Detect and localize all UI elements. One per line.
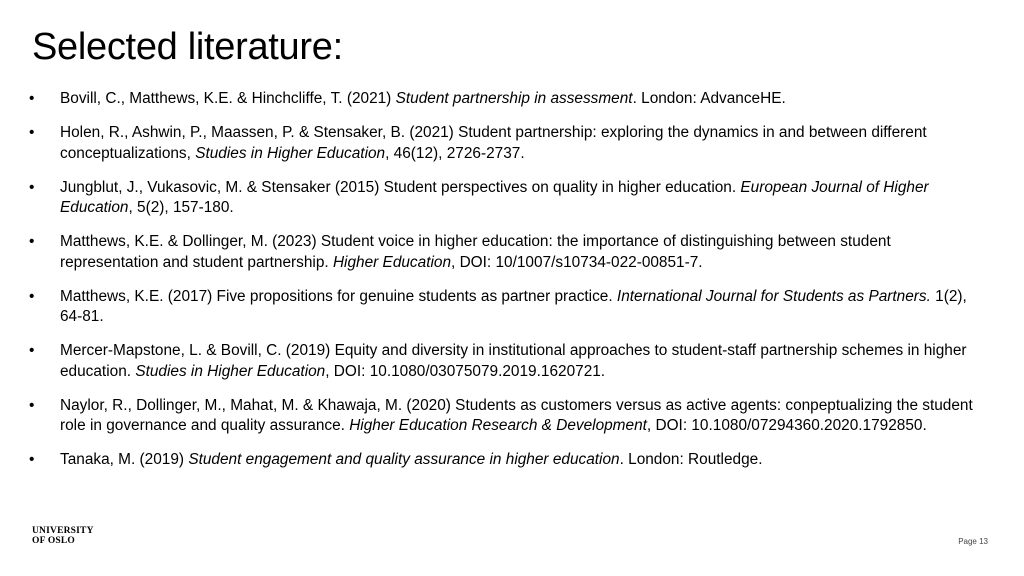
reference-source-title: European Journal of Higher Education	[60, 178, 929, 216]
reference-text: Mercer-Mapstone, L. & Bovill, C. (2019) Equity and diversity in institutional approaches to student-staff partnership schemes in higher education.	[60, 342, 967, 380]
reference-text: Matthews, K.E. & Dollinger, M. (2023) Student voice in higher education: the importance of distinguishing between student representation and student partnership.	[60, 233, 891, 271]
bullet-marker: •	[29, 451, 35, 468]
page-number: Page 13	[958, 537, 988, 546]
bullet-marker: •	[29, 90, 35, 107]
logo-line-1: UNIVERSITY	[32, 526, 94, 536]
slide-title: Selected literature:	[32, 26, 343, 68]
reference-text: , 5(2), 157-180.	[128, 199, 234, 216]
reference-item	[26, 178, 992, 219]
reference-text: Matthews, K.E. (2017) Five propositions for genuine students as partner practice.	[60, 287, 617, 305]
reference-source-title: Studies in Higher Education	[135, 362, 326, 380]
reference-item	[26, 232, 992, 273]
reference-text: Jungblut, J., Vukasovic, M. & Stensaker (2015) Student perspectives on quality in higher education.	[60, 178, 741, 196]
reference-item	[26, 89, 992, 110]
reference-list	[26, 89, 992, 484]
reference-source-title: Student partnership in assessment	[395, 90, 633, 107]
reference-text: Tanaka, M. (2019)	[60, 451, 189, 468]
reference-item	[26, 123, 992, 164]
reference-text: Bovill, C., Matthews, K.E. & Hinchcliffe, T. (2021)	[60, 90, 396, 107]
reference-text: 1(2), 64-81.	[60, 287, 967, 325]
reference-text: , DOI: 10.1080/07294360.2020.1792850.	[646, 417, 927, 434]
reference-item	[26, 450, 992, 471]
reference-source-title: Higher Education	[332, 253, 452, 271]
reference-source-title: International Journal for Students as Partners.	[616, 287, 931, 305]
reference-text: , 46(12), 2726-2737.	[385, 144, 525, 162]
reference-text: , DOI: 10.1080/03075079.2019.1620721.	[325, 362, 606, 380]
reference-item	[26, 287, 992, 328]
reference-text: Naylor, R., Dollinger, M., Mahat, M. & Khawaja, M. (2020) Students as customers versus as active agents: conpeptualizing the student role in governance and quality assurance.	[60, 396, 973, 434]
bullet-marker: •	[29, 342, 35, 359]
reference-source-title: Studies in Higher Education	[195, 144, 386, 162]
reference-item	[26, 341, 992, 382]
logo-line-2: OF OSLO	[32, 536, 76, 546]
bullet-marker: •	[29, 233, 35, 250]
reference-text: . London: AdvanceHE.	[632, 90, 786, 107]
reference-item	[26, 396, 992, 437]
bullet-marker: •	[29, 396, 35, 414]
reference-source-title: Student engagement and quality assurance in higher education	[188, 451, 620, 468]
bullet-marker: •	[29, 287, 35, 305]
bullet-marker: •	[29, 124, 35, 141]
university-logo	[32, 526, 94, 546]
reference-text: , DOI: 10/1007/s10734-022-00851-7.	[451, 253, 703, 271]
reference-text: Holen, R., Ashwin, P., Maassen, P. & Stensaker, B. (2021) Student partnership: exploring the dynamics in and between different conceptualizations,	[60, 124, 927, 162]
reference-source-title: Higher Education Research & Development	[349, 417, 647, 434]
reference-text: . London: Routledge.	[619, 451, 763, 468]
bullet-marker: •	[29, 178, 35, 196]
